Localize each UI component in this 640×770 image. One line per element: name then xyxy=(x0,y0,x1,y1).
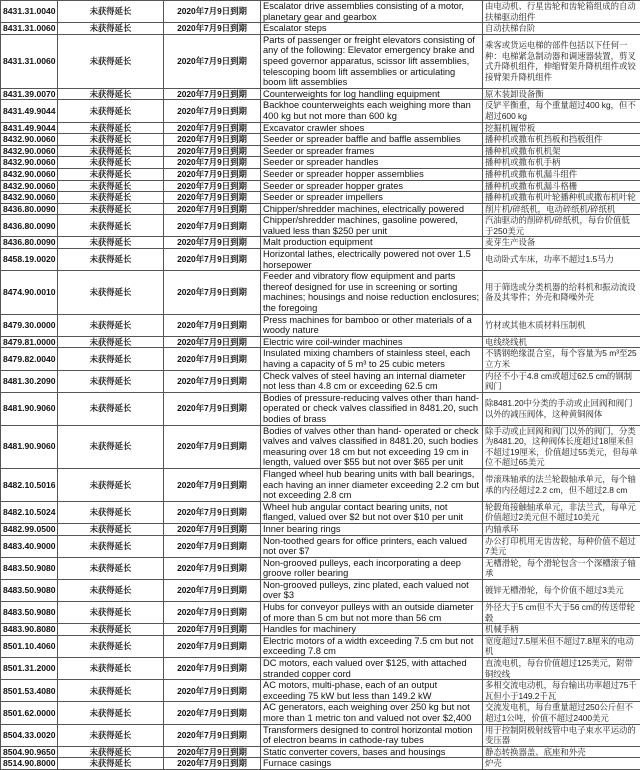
extension-status-cell: 未获得延长 xyxy=(58,1,164,23)
english-description-cell: Seeder or spreader hopper grates xyxy=(261,180,483,192)
expiry-date-cell: 2020年7月9日到期 xyxy=(164,271,261,314)
english-description-cell: Seeder or spreader frames xyxy=(261,145,483,157)
extension-status-cell: 未获得延长 xyxy=(58,602,164,624)
table-row xyxy=(1,370,640,392)
chinese-description-cell: 竹材或其他木质材料压制机 xyxy=(483,314,640,336)
chinese-description-cell: 反铲平衡重，每个重量超过400 kg，但不超过600 kg xyxy=(483,100,640,122)
chinese-description-cell: 不锈钢绝缘混合室，每个容量为5 m³至25立方米 xyxy=(483,348,640,370)
extension-status-cell: 未获得延长 xyxy=(58,134,164,146)
expiry-date-cell: 2020年7月9日到期 xyxy=(164,624,261,636)
english-description-cell: Seeder or spreader handles xyxy=(261,157,483,169)
table-row xyxy=(1,523,640,535)
table-row xyxy=(1,271,640,314)
extension-status-cell: 未获得延长 xyxy=(58,425,164,468)
table-row xyxy=(1,34,640,88)
table-row xyxy=(1,746,640,758)
hts-code-cell: 8481.30.2090 xyxy=(1,370,58,392)
hts-code-cell: 8432.90.0060 xyxy=(1,168,58,180)
hts-code-cell: 8431.31.0060 xyxy=(1,34,58,88)
expiry-date-cell: 2020年7月9日到期 xyxy=(164,724,261,746)
expiry-date-cell: 2020年7月9日到期 xyxy=(164,249,261,271)
english-description-cell: Non-toothed gears for office printers, each valued not over $7 xyxy=(261,535,483,557)
expiry-date-cell: 2020年7月9日到期 xyxy=(164,535,261,557)
expiry-date-cell: 2020年7月9日到期 xyxy=(164,746,261,758)
english-description-cell: Horizontal lathes, electrically powered not over 1.5 horsepower xyxy=(261,249,483,271)
expiry-date-cell: 2020年7月9日到期 xyxy=(164,348,261,370)
chinese-description-cell: 炉壳 xyxy=(483,758,640,770)
chinese-description-cell: 乘客或货运电梯的部件包括以下任何一种：电梯紧急制动器和调速器装置，剪叉式升降机组件，伸缩臂架升降机组件或铰接臂架升降机组件 xyxy=(483,34,640,88)
extension-status-cell: 未获得延长 xyxy=(58,145,164,157)
hts-code-cell: 8432.90.0060 xyxy=(1,134,58,146)
chinese-description-cell: 交流发电机，每台重量超过250公斤但不超过1公吨，价值不超过2400美元 xyxy=(483,702,640,724)
expiry-date-cell: 2020年7月9日到期 xyxy=(164,145,261,157)
table-row xyxy=(1,237,640,249)
expiry-date-cell: 2020年7月9日到期 xyxy=(164,180,261,192)
chinese-description-cell: 机械手柄 xyxy=(483,624,640,636)
table-row xyxy=(1,192,640,204)
extension-status-cell: 未获得延长 xyxy=(58,215,164,237)
table-row xyxy=(1,168,640,180)
english-description-cell: Hubs for conveyor pulleys with an outside diameter of more than 5 cm but not more than 56 cm xyxy=(261,602,483,624)
extension-status-cell: 未获得延长 xyxy=(58,680,164,702)
expiry-date-cell: 2020年7月9日到期 xyxy=(164,134,261,146)
expiry-date-cell: 2020年7月9日到期 xyxy=(164,425,261,468)
english-description-cell: AC motors, multi-phase, each of an output exceeding 75 kW but less than 149.2 kW xyxy=(261,680,483,702)
expiry-date-cell: 2020年7月9日到期 xyxy=(164,237,261,249)
table-row xyxy=(1,557,640,579)
hts-code-cell: 8432.90.0060 xyxy=(1,157,58,169)
english-description-cell: AC generators, each weighing over 250 kg but not more than 1 metric ton and valued not over $2,400 xyxy=(261,702,483,724)
chinese-description-cell: 直流电机，每台价值超过125美元，附带铜绞线 xyxy=(483,658,640,680)
english-description-cell: Chipper/shredder machines, gasoline powered, valued less than $250 per unit xyxy=(261,215,483,237)
hts-code-cell: 8483.50.9080 xyxy=(1,579,58,601)
extension-status-cell: 未获得延长 xyxy=(58,635,164,657)
table-row xyxy=(1,88,640,100)
english-description-cell: Backhoe counterweights each weighing more than 400 kg but not more than 600 kg xyxy=(261,100,483,122)
extension-status-cell: 未获得延长 xyxy=(58,658,164,680)
chinese-description-cell: 播种机或撒布机手柄 xyxy=(483,157,640,169)
table-row xyxy=(1,100,640,122)
table-row xyxy=(1,501,640,523)
hts-code-cell: 8479.81.0000 xyxy=(1,336,58,348)
hts-code-cell: 8431.31.0040 xyxy=(1,1,58,23)
chinese-description-cell: 播种机或撒布机挡板和挡板组件 xyxy=(483,134,640,146)
chinese-description-cell: 除8481.20中分类的手动或止回阀和阀门以外的减压阀体，这种黄铜阀体 xyxy=(483,392,640,425)
hts-code-cell: 8504.90.9650 xyxy=(1,746,58,758)
table-row xyxy=(1,635,640,657)
english-description-cell: DC motors, each valued over $125, with attached stranded copper cord xyxy=(261,658,483,680)
chinese-description-cell: 汽油驱动的削碎机/碎纸机，每台价值低于250美元 xyxy=(483,215,640,237)
extension-status-cell: 未获得延长 xyxy=(58,523,164,535)
english-description-cell: Excavator crawler shoes xyxy=(261,122,483,134)
table-row xyxy=(1,348,640,370)
expiry-date-cell: 2020年7月9日到期 xyxy=(164,122,261,134)
english-description-cell: Wheel hub angular contact bearing units, not flanged, valued over $2 but not over $10 per unit xyxy=(261,501,483,523)
table-row xyxy=(1,535,640,557)
hts-code-cell: 8474.90.0010 xyxy=(1,271,58,314)
table-row xyxy=(1,145,640,157)
expiry-date-cell: 2020年7月9日到期 xyxy=(164,523,261,535)
expiry-date-cell: 2020年7月9日到期 xyxy=(164,168,261,180)
extension-status-cell: 未获得延长 xyxy=(58,579,164,601)
chinese-description-cell: 麦芽生产设备 xyxy=(483,237,640,249)
chinese-description-cell: 用于筛选或分类机器的给料机和振动流设备及其零件；外壳和降噪外壳 xyxy=(483,271,640,314)
table-row xyxy=(1,702,640,724)
table-row xyxy=(1,758,640,770)
expiry-date-cell: 2020年7月9日到期 xyxy=(164,680,261,702)
english-description-cell: Electric motors of a width exceeding 7.5 cm but not exceeding 7.8 cm xyxy=(261,635,483,657)
chinese-description-cell: 轮毂角接触轴承单元，非法兰式，每单元价值超过2美元但不超过10美元 xyxy=(483,501,640,523)
extension-status-cell: 未获得延长 xyxy=(58,100,164,122)
table-row xyxy=(1,579,640,601)
table-row xyxy=(1,425,640,468)
hts-code-cell: 8458.19.0020 xyxy=(1,249,58,271)
chinese-description-cell: 播种机或撒布机漏斗组件 xyxy=(483,168,640,180)
table-row xyxy=(1,392,640,425)
expiry-date-cell: 2020年7月9日到期 xyxy=(164,1,261,23)
table-row xyxy=(1,1,640,23)
english-description-cell: Inner bearing rings xyxy=(261,523,483,535)
expiry-date-cell: 2020年7月9日到期 xyxy=(164,157,261,169)
extension-status-cell: 未获得延长 xyxy=(58,271,164,314)
table-row xyxy=(1,215,640,237)
table-row xyxy=(1,249,640,271)
english-description-cell: Bodies of pressure-reducing valves other than hand-operated or check valves classified in 8481.20, such bodies of brass xyxy=(261,392,483,425)
extension-status-cell: 未获得延长 xyxy=(58,557,164,579)
table-row xyxy=(1,602,640,624)
chinese-description-cell: 带滚珠轴承的法兰轮毂轴承单元，每个轴承的内径超过2.2 cm，但不超过2.8 cm xyxy=(483,468,640,501)
hts-code-cell: 8481.90.9060 xyxy=(1,392,58,425)
hts-code-cell: 8436.80.0090 xyxy=(1,203,58,215)
expiry-date-cell: 2020年7月9日到期 xyxy=(164,314,261,336)
extension-status-cell: 未获得延长 xyxy=(58,34,164,88)
table-row xyxy=(1,468,640,501)
hts-code-cell: 8431.31.0060 xyxy=(1,23,58,35)
table-body xyxy=(1,1,640,770)
english-description-cell: Flanged wheel hub bearing units with ball bearings, each having an inner diameter exceeding 2.2 cm but not exceeding 2.8 cm xyxy=(261,468,483,501)
extension-status-cell: 未获得延长 xyxy=(58,168,164,180)
expiry-date-cell: 2020年7月9日到期 xyxy=(164,758,261,770)
table-row xyxy=(1,680,640,702)
hts-code-cell: 8483.50.9080 xyxy=(1,602,58,624)
extension-status-cell: 未获得延长 xyxy=(58,237,164,249)
hts-code-cell: 8482.10.5024 xyxy=(1,501,58,523)
chinese-description-cell: 用于控制阴极射线管中电子束水平运动的变压器 xyxy=(483,724,640,746)
chinese-description-cell: 无槽滑轮，每个滑轮包含一个深槽滚子轴承 xyxy=(483,557,640,579)
chinese-description-cell: 电线绕线机 xyxy=(483,336,640,348)
expiry-date-cell: 2020年7月9日到期 xyxy=(164,392,261,425)
chinese-description-cell: 电动卧式车床，功率不超过1.5马力 xyxy=(483,249,640,271)
table-row xyxy=(1,724,640,746)
table-row xyxy=(1,122,640,134)
english-description-cell: Non-grooved pulleys, each incorporating a deep groove roller bearing xyxy=(261,557,483,579)
extension-status-cell: 未获得延长 xyxy=(58,203,164,215)
hts-code-cell: 8501.62.0000 xyxy=(1,702,58,724)
chinese-description-cell: 多相交流电动机，每台输出功率超过75千瓦但小于149.2千瓦 xyxy=(483,680,640,702)
extension-status-cell: 未获得延长 xyxy=(58,746,164,758)
hts-code-cell: 8431.49.9044 xyxy=(1,100,58,122)
expiry-date-cell: 2020年7月9日到期 xyxy=(164,203,261,215)
expiry-date-cell: 2020年7月9日到期 xyxy=(164,88,261,100)
english-description-cell: Transformers designed to control horizontal motion of electron beams in cathode-ray tubes xyxy=(261,724,483,746)
hts-code-cell: 8483.40.9000 xyxy=(1,535,58,557)
english-description-cell: Bodies of valves other than hand- operated or check valves and valves classified in 8481.20, such bodies measuring over 18 cm but not exceeding 19 cm in length, valued over $55 but not over $65 per unit xyxy=(261,425,483,468)
extension-status-cell: 未获得延长 xyxy=(58,122,164,134)
extension-status-cell: 未获得延长 xyxy=(58,88,164,100)
extension-status-cell: 未获得延长 xyxy=(58,314,164,336)
hts-code-cell: 8504.33.0020 xyxy=(1,724,58,746)
expiry-date-cell: 2020年7月9日到期 xyxy=(164,658,261,680)
hts-code-cell: 8501.10.4060 xyxy=(1,635,58,657)
extension-status-cell: 未获得延长 xyxy=(58,468,164,501)
chinese-description-cell: 播种机或撒布机叶轮播种机或撒布机叶轮 xyxy=(483,192,640,204)
english-description-cell: Malt production equipment xyxy=(261,237,483,249)
extension-status-cell: 未获得延长 xyxy=(58,157,164,169)
expiry-date-cell: 2020年7月9日到期 xyxy=(164,557,261,579)
english-description-cell: Feeder and vibratory flow equipment and parts thereof designed for use in screening or sorting machines; housings and noise reduction enclosures; the foregoing xyxy=(261,271,483,314)
hts-code-cell: 8436.80.0090 xyxy=(1,215,58,237)
extension-status-cell: 未获得延长 xyxy=(58,758,164,770)
table-row xyxy=(1,203,640,215)
english-description-cell: Handles for machinery xyxy=(261,624,483,636)
expiry-date-cell: 2020年7月9日到期 xyxy=(164,702,261,724)
chinese-description-cell: 镀锌无槽滑轮，每个价值不超过3美元 xyxy=(483,579,640,601)
english-description-cell: Chipper/shredder machines, electrically powered xyxy=(261,203,483,215)
hts-code-cell: 8431.49.9044 xyxy=(1,122,58,134)
hts-code-cell: 8436.80.0090 xyxy=(1,237,58,249)
expiry-date-cell: 2020年7月9日到期 xyxy=(164,468,261,501)
expiry-date-cell: 2020年7月9日到期 xyxy=(164,635,261,657)
expiry-date-cell: 2020年7月9日到期 xyxy=(164,23,261,35)
chinese-description-cell: 内径不小于4.8 cm或超过62.5 cm的钢制阀门 xyxy=(483,370,640,392)
extension-status-cell: 未获得延长 xyxy=(58,501,164,523)
english-description-cell: Seeder or spreader baffle and baffle assemblies xyxy=(261,134,483,146)
chinese-description-cell: 挖掘机履带板 xyxy=(483,122,640,134)
hts-code-cell: 8432.90.0060 xyxy=(1,145,58,157)
extension-status-cell: 未获得延长 xyxy=(58,624,164,636)
extension-status-cell: 未获得延长 xyxy=(58,336,164,348)
extension-status-cell: 未获得延长 xyxy=(58,348,164,370)
hts-code-cell: 8482.10.5016 xyxy=(1,468,58,501)
chinese-description-cell: 播种机或撒布机漏斗格栅 xyxy=(483,180,640,192)
hts-code-cell: 8432.90.0060 xyxy=(1,180,58,192)
extension-status-cell: 未获得延长 xyxy=(58,370,164,392)
expiry-date-cell: 2020年7月9日到期 xyxy=(164,192,261,204)
extension-status-cell: 未获得延长 xyxy=(58,180,164,192)
extension-status-cell: 未获得延长 xyxy=(58,535,164,557)
table-row xyxy=(1,157,640,169)
expiry-date-cell: 2020年7月9日到期 xyxy=(164,501,261,523)
english-description-cell: Escalator steps xyxy=(261,23,483,35)
english-description-cell: Static converter covers, bases and housings xyxy=(261,746,483,758)
hts-code-cell: 8483.90.8080 xyxy=(1,624,58,636)
expiry-date-cell: 2020年7月9日到期 xyxy=(164,100,261,122)
expiry-date-cell: 2020年7月9日到期 xyxy=(164,370,261,392)
chinese-description-cell: 播种机或撒布机机架 xyxy=(483,145,640,157)
hts-code-cell: 8479.30.0000 xyxy=(1,314,58,336)
chinese-description-cell: 外径大于5 cm但不大于56 cm的传送带轮毂 xyxy=(483,602,640,624)
table-row xyxy=(1,180,640,192)
hts-code-cell: 8431.39.0070 xyxy=(1,88,58,100)
table-row xyxy=(1,336,640,348)
extension-status-cell: 未获得延长 xyxy=(58,702,164,724)
hts-code-cell: 8501.53.4080 xyxy=(1,680,58,702)
english-description-cell: Press machines for bamboo or other materials of a woody nature xyxy=(261,314,483,336)
chinese-description-cell: 由电动机、行星齿轮和齿轮箱组成的自动扶梯驱动组件 xyxy=(483,1,640,23)
chinese-description-cell: 静态转换器盖、底座和外壳 xyxy=(483,746,640,758)
english-description-cell: Seeder or spreader impellers xyxy=(261,192,483,204)
english-description-cell: Counterweights for log handling equipment xyxy=(261,88,483,100)
table-row xyxy=(1,624,640,636)
table-row xyxy=(1,314,640,336)
english-description-cell: Furnace casings xyxy=(261,758,483,770)
chinese-description-cell: 自动扶梯台阶 xyxy=(483,23,640,35)
table-row xyxy=(1,134,640,146)
english-description-cell: Escalator drive assemblies consisting of a motor, planetary gear and gearbox xyxy=(261,1,483,23)
hts-code-cell: 8432.90.0060 xyxy=(1,192,58,204)
extension-status-cell: 未获得延长 xyxy=(58,23,164,35)
chinese-description-cell: 办公打印机用无齿齿轮，每种价值不超过7美元 xyxy=(483,535,640,557)
expiry-date-cell: 2020年7月9日到期 xyxy=(164,34,261,88)
expiry-date-cell: 2020年7月9日到期 xyxy=(164,215,261,237)
english-description-cell: Non-grooved pulleys, zinc plated, each valued not over $3 xyxy=(261,579,483,601)
extension-status-cell: 未获得延长 xyxy=(58,392,164,425)
chinese-description-cell: 宽度超过7.5厘米但不超过7.8厘米的电动机 xyxy=(483,635,640,657)
hts-code-cell: 8501.31.2000 xyxy=(1,658,58,680)
hts-code-cell: 8482.99.0500 xyxy=(1,523,58,535)
table-row xyxy=(1,658,640,680)
extension-status-cell: 未获得延长 xyxy=(58,192,164,204)
hts-code-cell: 8514.90.8000 xyxy=(1,758,58,770)
expiry-date-cell: 2020年7月9日到期 xyxy=(164,579,261,601)
hts-code-cell: 8483.50.9080 xyxy=(1,557,58,579)
chinese-description-cell: 内轴承环 xyxy=(483,523,640,535)
hts-code-cell: 8479.82.0040 xyxy=(1,348,58,370)
extension-status-cell: 未获得延长 xyxy=(58,249,164,271)
chinese-description-cell: 原木装卸设备衡 xyxy=(483,88,640,100)
hts-code-cell: 8481.90.9060 xyxy=(1,425,58,468)
table-row xyxy=(1,23,640,35)
english-description-cell: Electric wire coil-winder machines xyxy=(261,336,483,348)
english-description-cell: Parts of passenger or freight elevators consisting of any of the following: Elevator emergency brake and speed governor apparatus, scissor lift assemblies, telescoping boom lift assemblies or articulating boom lift assemblies xyxy=(261,34,483,88)
chinese-description-cell: 削片机/碎纸机，电动碎纸机/碎纸机 xyxy=(483,203,640,215)
english-description-cell: Seeder or spreader hopper assemblies xyxy=(261,168,483,180)
english-description-cell: Insulated mixing chambers of stainless steel, each having a capacity of 5 m³ to 25 cubic meters xyxy=(261,348,483,370)
english-description-cell: Check valves of steel having an internal diameter not less than 4.8 cm or exceeding 62.5 cm xyxy=(261,370,483,392)
chinese-description-cell: 除手动或止回阀和阀门以外的阀门，分类为8481.20，这种阀体长度超过18厘米但不超过19厘米，价值超过55美元，但每单位不超过65美元 xyxy=(483,425,640,468)
extension-status-cell: 未获得延长 xyxy=(58,724,164,746)
expiry-date-cell: 2020年7月9日到期 xyxy=(164,602,261,624)
expiry-date-cell: 2020年7月9日到期 xyxy=(164,336,261,348)
